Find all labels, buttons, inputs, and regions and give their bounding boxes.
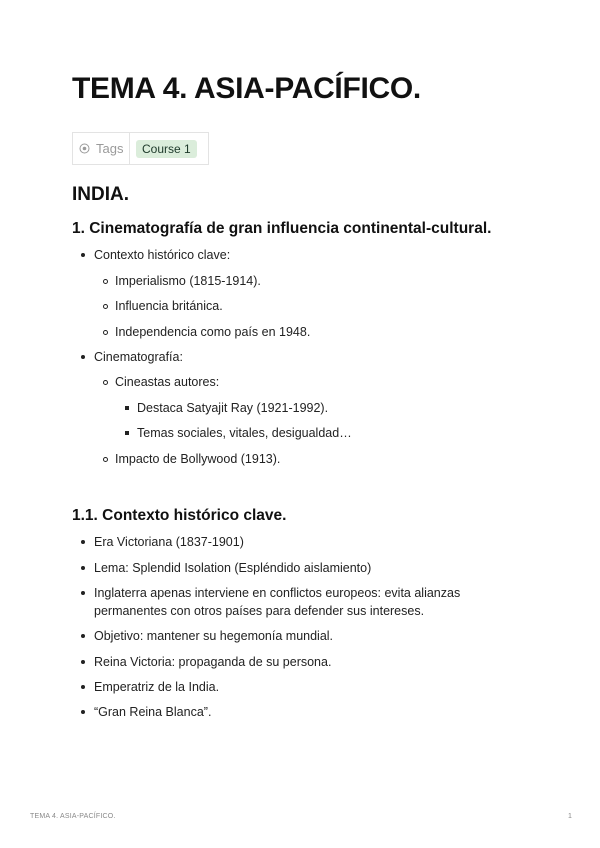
list-item: Inglaterra apenas interviene en conflictos europeos: evita alianzas permanentes con otros países para defender sus intereses. <box>72 584 460 620</box>
bullet <box>81 540 85 544</box>
bullet <box>81 634 85 638</box>
bullet <box>81 355 85 359</box>
list-item: Cinematografía: <box>72 348 183 366</box>
bullet <box>103 279 108 284</box>
bullet <box>81 591 85 595</box>
list-item: Reina Victoria: propaganda de su persona. <box>72 653 331 671</box>
bullet <box>103 457 108 462</box>
footer-title: TEMA 4. ASIA-PACÍFICO. <box>30 813 116 820</box>
list-item: “Gran Reina Blanca”. <box>72 703 211 721</box>
page-title: TEMA 4. ASIA-PACÍFICO. <box>72 72 421 105</box>
heading-contexto: 1.1. Contexto histórico clave. <box>72 507 287 524</box>
bullet <box>81 710 85 714</box>
bullet <box>81 660 85 664</box>
list-item: Era Victoriana (1837-1901) <box>72 533 244 551</box>
bullet <box>103 304 108 309</box>
list-item: Cineastas autores: <box>72 373 219 391</box>
bullet <box>125 431 129 435</box>
list-item: Impacto de Bollywood (1913). <box>72 450 280 468</box>
section-heading: INDIA. <box>72 184 129 205</box>
bullet <box>103 330 108 335</box>
tags-label: Tags <box>96 141 124 156</box>
bullet <box>125 406 129 410</box>
list-item: Objetivo: mantener su hegemonía mundial. <box>72 627 333 645</box>
list-item: Contexto histórico clave: <box>72 246 230 264</box>
list-item: Influencia británica. <box>72 297 223 315</box>
list-item: Imperialismo (1815-1914). <box>72 272 261 290</box>
tag-course[interactable]: Course 1 <box>136 140 197 158</box>
list-item: Independencia como país en 1948. <box>72 323 310 341</box>
heading-cinematografia: 1. Cinematografía de gran influencia continental-cultural. <box>72 220 492 237</box>
bullet <box>103 380 108 385</box>
bullet <box>81 685 85 689</box>
tags-icon <box>79 143 90 154</box>
list-item: Destaca Satyajit Ray (1921-1992). <box>72 399 328 417</box>
list-item: Temas sociales, vitales, desigualdad… <box>72 424 352 442</box>
properties-row <box>72 132 209 165</box>
footer-page-number: 1 <box>568 813 572 820</box>
list-item: Lema: Splendid Isolation (Espléndido aislamiento) <box>72 559 371 577</box>
list-item: Emperatriz de la India. <box>72 678 219 696</box>
bullet <box>81 566 85 570</box>
bullet <box>81 253 85 257</box>
tags-value[interactable] <box>130 133 197 164</box>
tags-property-label[interactable] <box>73 133 130 164</box>
